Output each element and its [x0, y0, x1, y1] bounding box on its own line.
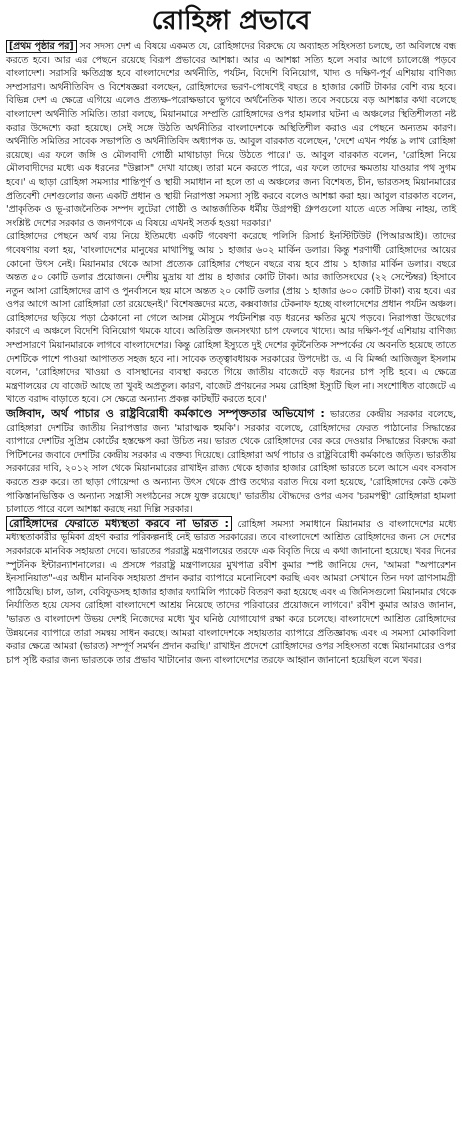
- section-india-mediation-title: রোহিঙ্গাদের ফেরাতে মধ্যস্থতা করবে না ভারত :: [6, 516, 232, 531]
- article-headline: রোহিঙ্গা প্রভাবে: [151, 6, 311, 36]
- section-india-mediation: [6, 517, 456, 668]
- paragraph-1-text: সব সদস্য দেশ এ বিষয়ে একমত যে, রোহিঙ্গাদের বিরুদ্ধে যে অব্যাহত সহিংসতা চলছে, তা অবিলম্বে বন্ধ করতে হবে। আর এর পেছনে রয়েছে বিরূপ প্রভাবের আশঙ্কা। আর এ আশঙ্কা সত্যি হলে সবার আগে চ্যালেঞ্জে পড়বে বাংলাদেশ। সরাসরি ক্ষতিগ্রস্ত হবে বাংলাদেশের অর্থনীতি, পর্যটন, বিদেশি বিনিয়োগ, খাদ্য ও দক্ষিণ-পূর্ব এশিয়ায় বাণিজ্য সম্প্রসারণ। অর্থনীতিবিদ ও বিশেষজ্ঞরা বলছেন, রোহিঙ্গাদের ভরণ-পোষণেই বছরে ৪ হাজার কোটি টাকার বেশি ব্যয় হবে। বিভিন্ন দেশ এ ক্ষেত্রে এগিয়ে এলেও প্রত্যক্ষ-পরোক্ষভাবে ভুগবে অর্থনৈতিক খাত। তবে সবচেয়ে বড় আশঙ্কার কথা বলেছে বাংলাদেশ অর্থনীতি সমিতি। তারা বলছে, মিয়ানমারে সম্প্রতি রোহিঙ্গাদের ওপর হামলার ঘটনা এ অঞ্চলের স্থিতিশীলতা নষ্ট করার উদ্দেশ্যে করা হয়েছে। সেই সঙ্গে উঠতি অর্থনীতির বাংলাদেশকে অস্থিতিশীল করাও এর পেছনে অন্যতম কারণ। অর্থনীতি সমিতির সাবেক সভাপতি ও অর্থনীতিবিদ অধ্যাপক ড. আবুল বারকাত বলেছেন, 'দেশে এখন পর্যন্ত ৯ লাখ রোহিঙ্গা রয়েছে। এর ফলে জঙ্গি ও মৌলবাদী গোষ্ঠী মাথাচাড়া দিয়ে উঠতে পারে।' ড. আবুল বারকাত বলেন, 'রোহিঙ্গা নিয়ে মৌলবাদীদের মধ্যে এক ধরনের "উল্লাস" দেখা যাচ্ছে। তারা মনে করতে পারে, এর ফলে তাদের ক্ষমতায় যাওয়ার পথ সুগম হবে।' এ ছাড়া রোহিঙ্গা সমস্যার শান্তিপূর্ণ ও স্থায়ী সমাধান না হলে তা এ অঞ্চলের জন্য বিশেষত, চীন, ভারতসহ মিয়ানমারের প্রতিবেশী দেশগুলোর জন্য একটি প্রধান ও স্থায়ী নিরাপত্তা সমস্যা সৃষ্টি করবে বলেও আশঙ্কা করা হয়। আবুল বারকাত বলেন, 'প্রাকৃতিক ও ভূ-রাজনৈতিক সম্পদ লুটেরা গোষ্ঠী ও আন্তর্জাতিক ধর্মীয় উগ্রপন্থী গ্রুপগুলো যাতে এতে সক্রিয় নাহয়, তাই সংশ্লিষ্ট দেশের সরকার ও জনগণকে এ বিষয়ে এখনই সতর্ক হওয়া দরকার।': [6, 41, 456, 229]
- paragraph-1: [6, 40, 456, 230]
- paragraph-2: রোহিঙ্গাদের পেছনে অর্থ ব্যয় নিয়ে ইতিমধ্যে একটি গবেষণা করেছে পলিসি রিসার্চ ইনস্টিটিউট (পিআরআই)। তাদের গবেষণায় বলা হয়, 'বাংলাদেশের মানুষের মাথাপিছু আয় ১ হাজার ৬০২ মার্কিন ডলার। কিন্তু শরণার্থী রোহিঙ্গাদের আয়ের কোনো উৎস নেই। মিয়ানমার থেকে আসা প্রত্যেক রোহিঙ্গার পেছনে বছরে ব্যয় হবে প্রায় ১ হাজার মার্কিন ডলার। বছরে অন্তত ৫০ কোটি ডলার প্রয়োজন। দেশীয় মুদ্রায় যা প্রায় ৪ হাজার কোটি টাকা। আর জাতিসংঘের (২২ সেপ্টেম্বর) হিসাবে নতুন আসা রোহিঙ্গাদের ত্রাণ ও পুনর্বাসনে ছয় মাসে অন্তত ২০ কোটি ডলার (প্রায় ১ হাজার ৬০০ কোটি টাকা) ব্যয় হবে। এর ওপর আগে আসা রোহিঙ্গারা তো রয়েছেনই।' বিশেষজ্ঞদের মতে, কক্সবাজার টেকনাফ হচ্ছে বাংলাদেশের প্রধান পর্যটন অঞ্চল। রোহিঙ্গাদের ছড়িয়ে পড়া ঠেকানো না গেলে আসন্ন মৌসুমে পর্যটনশিল্প বড় ধরনের ক্ষতির মুখে পড়বে। নিরাপত্তা উদ্বেগের কারণে এ অঞ্চলে বিদেশি বিনিয়োগ থমকে যাবে। অতিরিক্ত জনসংখ্যা চাপ ফেলবে খাদ্যে। আর দক্ষিণ-পূর্ব এশিয়ায় বাণিজ্য সম্প্রসারণে মিয়ানমারকে লাগবে বাংলাদেশের। কিন্তু রোহিঙ্গা ইস্যুতে দুই দেশের কূটনৈতিক সম্পর্কের যে অবনতি হয়েছে তাতে দেশটিকে পাশে পাওয়া আপাতত সহজ হবে না। সাবেক তত্ত্বাবধায়ক সরকারের উপদেষ্টা ড. এ বি মির্জ্জা আজিজুল ইসলাম বলেন, 'রোহিঙ্গাদের খাওয়া ও বাসস্থানের ব্যবস্থা করতে গিয়ে জাতীয় বাজেটে বড় ধরনের চাপ সৃষ্টি হবে। এ ক্ষেত্রে মন্ত্রণালয়ের যে বাজেট আছে তা খুবই অপ্রতুল। কারণ, বাজেট প্রণয়নের সময় রোহিঙ্গা ইস্যুটি ছিল না। সংশোধিত বাজেটে এ খাতে বরাদ্দ বাড়াতে হবে। সে ক্ষেত্রে অন্যান্য প্রকল্প কাটছাঁট করতে হবে।': [6, 231, 456, 406]
- continued-from-front-page-label: [প্রথম পৃষ্ঠার পর]: [6, 40, 77, 53]
- section-militancy: [6, 407, 456, 517]
- section-india-mediation-body: রোহিঙ্গা সমস্যা সমাধানে মিয়ানমার ও বাংলাদেশের মধ্যে মধ্যস্থতাকারীর ভূমিকা গ্রহণ করার পরিকল্পনাই নেই ভারত সরকারের। তবে বাংলাদেশে আশ্রিত রোহিঙ্গাদের জন্য সে দেশের সরকারকে মানবিক সহায়তা দেবে। ভারতের পররাষ্ট্র মন্ত্রণালয়ের তরফে এক বিবৃতি দিয়ে এ কথা জানানো হয়েছে। খবর দিনের স্পুটনিক ইন্টারন্যাশনালের। এ প্রসঙ্গে পররাষ্ট্র মন্ত্রণালয়ের মুখপাত্র রবীশ কুমার স্পষ্ট জানিয়ে দেন, 'আমরা "অপারেশন ইনসানিয়াত"-এর অধীন মানবিক সহায়তা প্রদান করার ব্যাপারে মনোনিবেশ করছি এবং আমরা সেখানে তিন দফা ত্রাণসামগ্রী পাঠিয়েছি। চাল, ডাল, বেবিফুডসহ হাজার হাজার ফ্যামিলি প্যাকেট বিতরণ করা হয়েছে এবং এ জিনিসগুলো মিয়ানমার থেকে নির্যাতিত হয়ে যেসব রোহিঙ্গা বাংলাদেশে আশ্রয় নিয়েছে তাদের পরিবারের প্রয়োজনে লাগবে।' রবীশ কুমার আরও জানান, 'ভারত ও বাংলাদেশ উভয় দেশই নিজেদের মধ্যে খুব ঘনিষ্ঠ যোগাযোগ রক্ষা করে চলেছে। বাংলাদেশে আশ্রিত রোহিঙ্গাদের উন্নয়নের ব্যাপারে তারা সমন্বয় সাধন করছে। আমরা বাংলাদেশকে সহায়তার ব্যাপারে প্রতিজ্ঞাবদ্ধ এবং এ সমস্যা মোকাবিলা করার ক্ষেত্রে আমরা (ভারত) সম্পূর্ণ সমর্থন প্রদান করছি।' রাখাইন প্রদেশে রোহিঙ্গাদের ওপর সহিংসতা বন্ধে মিয়ানমারের ওপর চাপ সৃষ্টি করার জন্য ভারতকে তার প্রভাব খাটানোর জন্য বাংলাদেশের তরফে আহ্বান জানানো হয়েছিল বলে খবর।: [6, 518, 456, 666]
- section-militancy-title: জঙ্গিবাদ, অর্থ পাচার ও রাষ্ট্রবিরোধী কর্মকাণ্ডে সম্পৃক্ততার অভিযোগ :: [6, 407, 325, 421]
- section-militancy-body: ভারতের কেন্দ্রীয় সরকার বলেছে, রোহিঙ্গারা দেশটির জাতীয় নিরাপত্তার জন্য 'মারাত্মক হুমকি'। সরকার বলেছে, রোহিঙ্গাদের ফেরত পাঠানোর সিদ্ধান্তের ব্যাপারে দেশটির সুপ্রিম কোর্টের হস্তক্ষেপ করা উচিত নয়। ভারত থেকে রোহিঙ্গাদের বের করে দেওয়ার সিদ্ধান্তের বিরুদ্ধে করা পিটিশনের জবাবে দেশটির কেন্দ্রীয় সরকার এ বক্তব্য দিয়েছে। রোহিঙ্গারা অর্থ পাচার ও রাষ্ট্রবিরোধী কর্মকাণ্ডে জড়িত। ভারতীয় সরকারের দাবি, ২০১২ সাল থেকে মিয়ানমারের রাখাইন রাজ্য থেকে হাজার হাজার রোহিঙ্গা ভারতে চলে আসে এবং বসবাস করতে শুরু করে। তা ছাড়া গোয়েন্দা ও অন্যান্য উৎস থেকে প্রাপ্ত তথ্যের বরাত দিয়ে বলা হয়েছে, 'রোহিঙ্গাদের কেউ কেউ পাকিস্তানভিত্তিক ও অন্যান্য সন্ত্রাসী সংগঠনের সঙ্গে যুক্ত রয়েছে।' ভারতীয় বৌদ্ধদের ওপর এসব 'চরমপন্থী' রোহিঙ্গারা হামলা চালাতে পারে বলে আশঙ্কা করছে নয়া দিল্লি সরকার।: [6, 409, 456, 516]
